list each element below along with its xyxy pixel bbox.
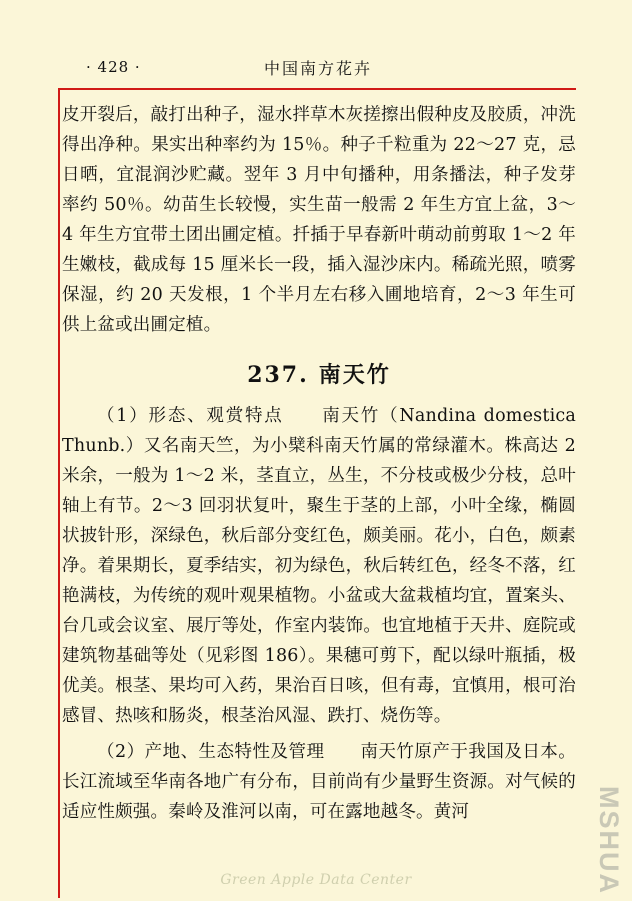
- section-heading: [62, 358, 576, 389]
- left-margin-rule: [58, 88, 60, 898]
- entry-label-2: （2）产地、生态特性及管理: [97, 742, 325, 762]
- entry-text-2: 南天竹原产于我国及日本。长江流域至华南各地广有分布，目前尚有少量野生资源。对气候的适应性颇强。秦岭及淮河以南，可在露地越冬。黄河: [62, 742, 576, 822]
- page-content: [62, 100, 576, 827]
- page-header: [58, 56, 578, 86]
- section-number: 237.: [247, 362, 309, 388]
- continued-paragraph: 皮开裂后，敲打出种子，湿水拌草木灰搓擦出假种皮及胶质，冲洗得出净种。果实出种率约为 15％。种子千粒重为 22～27 克，忌日晒，宜混润沙贮藏。翌年 3 月中旬播种，用条播法，种子发芽率约 50％。幼苗生长较慢，实生苗一般需 2 年生方宜上盆，3～4 年生方宜带土团出圃定植。扦插于早春新叶萌动前剪取 1～2 年生嫩枝，截成每 15 厘米长一段，插入湿沙床内。稀疏光照，喷雾保湿，约 20 天发根，1 个半月左右移入圃地培育，2～3 年生可供上盆或出圃定植。: [62, 105, 576, 335]
- side-watermark: MSHUA: [594, 786, 624, 895]
- page-number: · 428 ·: [86, 58, 141, 76]
- entry-label-1: （1）形态、观赏特点: [97, 406, 284, 426]
- header-divider-rule: [58, 88, 576, 90]
- book-title: 中国南方花卉: [263, 59, 372, 78]
- footer-watermark: Green Apple Data Center: [220, 872, 412, 888]
- entry-paragraph-1: [62, 401, 576, 731]
- entry-paragraph-2: [62, 737, 576, 827]
- entry-text-1: 南天竹（Nandina domestica Thunb.）又名南天竺，为小檗科南天竹属的常绿灌木。株高达 2 米余，一般为 1～2 米，茎直立，丛生，不分枝或极少分枝，总叶轴上有节。2～3 回羽状复叶，聚生于茎的上部，小叶全缘，椭圆状披针形，深绿色，秋后部分变红色，颇美丽。花小，白色，颇素净。着果期长，夏季结实，初为绿色，秋后转红色，经冬不落，红艳满枝，为传统的观叶观果植物。小盆或大盆栽植均宜，置案头、台几或会议室、展厅等处，作室内装饰。也宜地植于天井、庭院或建筑物基础等处（见彩图 186）。果穗可剪下，配以绿叶瓶插，极优美。根茎、果均可入药，果治百日咳，但有毒，宜慎用，根可治感冒、热咳和肠炎，根茎治风湿、跌打、烧伤等。: [62, 406, 577, 726]
- section-title-text: 南天竹: [318, 362, 391, 388]
